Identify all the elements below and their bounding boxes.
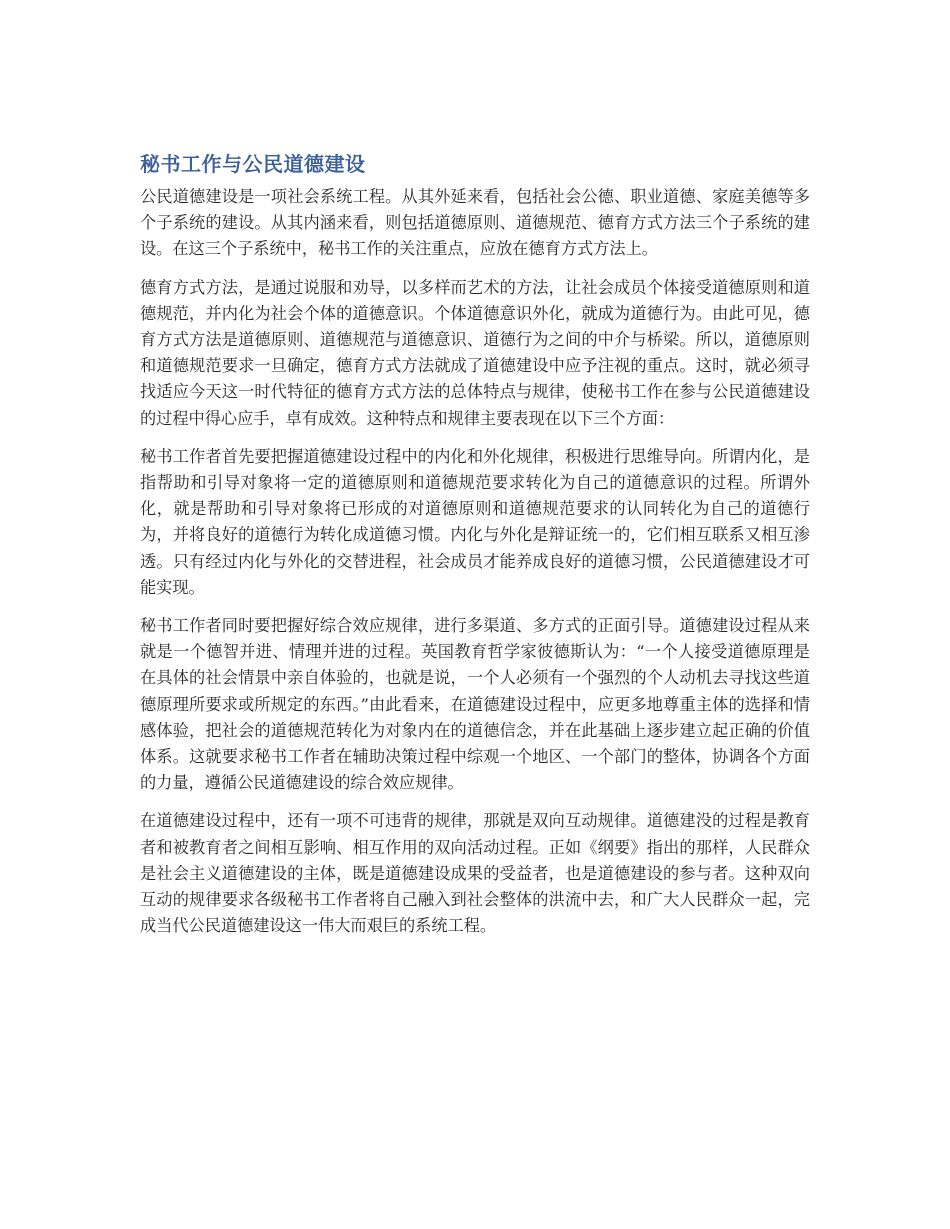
- paragraph-comprehensive-effect: 秘书工作者同时要把握好综合效应规律，进行多渠道、多方式的正面引导。道德建设过程从来就是一个德智并进、情理并进的过程。英国教育哲学家彼德斯认为：“一个人接受道德原理是在具体的社会情景中亲自体验的，也就是说，一个人必须有一个强烈的个人动机去寻找这些道德原理所要求或所规定的东西。”由此看来，在道德建设过程中，应更多地尊重主体的选择和情感体验，把社会的道德规范转化为对象内在的道德信念，并在此基础上逐步建立起正确的价值体系。这就要求秘书工作者在辅助决策过程中综观一个地区、一个部门的整体，协调各个方面的力量，遵循公民道德建设的综合效应规律。: [140, 616, 810, 793]
- paragraph-internalization: 秘书工作者首先要把握道德建设过程中的内化和外化规律，积极进行思维导向。所谓内化，是指帮助和引导对象将一定的道德原则和道德规范要求转化为自己的道德意识的过程。所谓外化，就是帮助和引导对象将已形成的对道德原则和道德规范要求的认同转化为自己的道德行为，并将良好的道德行为转化成道德习惯。内化与外化是辩证统一的，它们相互联系又相互渗透。只有经过内化与外化的交替进程，社会成员才能养成良好的道德习惯，公民道德建设才可能实现。: [140, 446, 810, 597]
- document-title: 秘书工作与公民道德建设: [140, 152, 366, 176]
- paragraph-two-way-interaction: 在道德建设过程中，还有一项不可违背的规律，那就是双向互动规律。道德建没的过程是教育者和被教育者之间相互影响、相互作用的双向活动过程。正如《纲要》指出的那样，人民群众是社会主义道德建设的主体，既是道德建设成果的受益者，也是道德建设的参与者。这种双向互动的规律要求各级秘书工作者将自己融入到社会整体的洪流中去，和广大人民群众一起，完成当代公民道德建设这一伟大而艰巨的系统工程。: [140, 811, 810, 936]
- document-page: [140, 150, 810, 951]
- paragraph-intro: 公民道德建设是一项社会系统工程。从其外延来看，包括社会公德、职业道德、家庭美德等多个子系统的建设。从其内涵来看，则包括道德原则、道德规范、德育方式方法三个子系统的建设。在这三个子系统中，秘书工作的关注重点，应放在德育方式方法上。: [140, 187, 810, 259]
- paragraph-methods: 德育方式方法，是通过说服和劝导，以多样而艺术的方法，让社会成员个体接受道德原则和道德规范，并内化为社会个体的道德意识。个体道德意识外化，就成为道德行为。由此可见，德育方式方法是道德原则、道德规范与道德意识、道德行为之间的中介与桥梁。所以，道德原则和道德规范要求一旦确定，德育方式方法就成了道德建设中应予注视的重点。这时，就必须寻找适应今天这一时代特征的德育方式方法的总体特点与规律，使秘书工作在参与公民道德建设的过程中得心应手，卓有成效。这种特点和规律主要表现在以下三个方面：: [140, 277, 810, 428]
